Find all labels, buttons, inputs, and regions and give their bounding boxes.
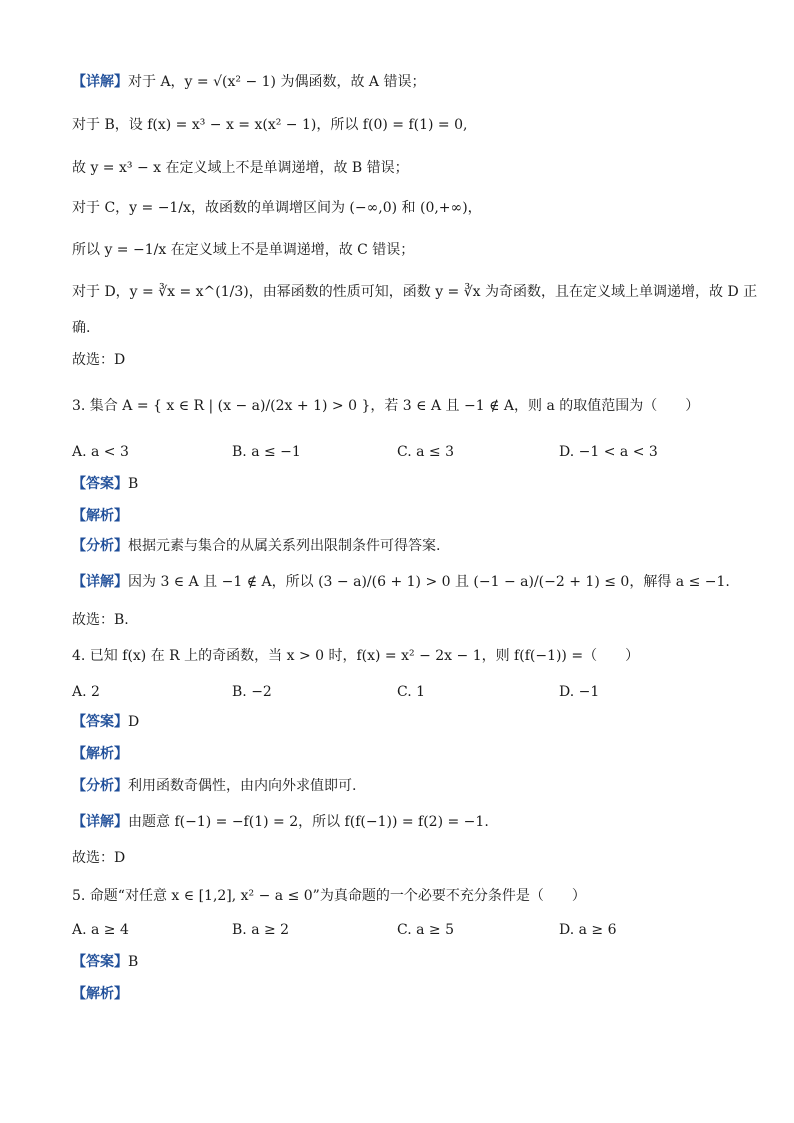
text-line bbox=[72, 744, 734, 764]
answer-option[interactable]: D. −1 < a < 3 bbox=[559, 444, 658, 460]
line-text: 3. 集合 A = { x ∈ R | (x − a)/(2x + 1) > 0 }，若 3 ∈ A 且 −1 ∉ A，则 a 的取值范围为（ ） bbox=[72, 398, 700, 414]
section-tag: 【解析】 bbox=[72, 746, 128, 762]
text-line bbox=[72, 282, 758, 302]
text-line bbox=[72, 712, 734, 732]
section-tag: 【详解】 bbox=[72, 574, 128, 590]
line-text: 对于 D，y = ∛x = x^(1/3)，由幂函数的性质可知，函数 y = ∛x 为奇函数，且在定义域上单调递增，故 D 正 bbox=[72, 284, 758, 300]
text-line bbox=[72, 506, 734, 526]
line-text: 根据元素与集合的从属关系列出限制条件可得答案. bbox=[128, 538, 441, 554]
text-line bbox=[72, 610, 734, 630]
line-text: 故选：D bbox=[72, 352, 126, 368]
answer-option[interactable]: A. 2 bbox=[72, 684, 100, 700]
line-text: 由题意 f(−1) = −f(1) = 2，所以 f(f(−1)) = f(2) = −1. bbox=[128, 814, 489, 830]
line-text: 所以 y = −1/x 在定义域上不是单调递增，故 C 错误； bbox=[72, 242, 415, 258]
text-line bbox=[72, 198, 734, 218]
line-text: 确. bbox=[72, 320, 91, 336]
answer-option[interactable]: D. −1 bbox=[559, 684, 600, 700]
text-line bbox=[72, 952, 734, 972]
answer-option[interactable]: A. a < 3 bbox=[72, 444, 129, 460]
text-line bbox=[72, 572, 734, 592]
section-tag: 【详解】 bbox=[72, 814, 128, 830]
line-text: 对于 A，y = √(x² − 1) 为偶函数，故 A 错误； bbox=[128, 74, 426, 90]
text-line bbox=[72, 886, 734, 906]
text-line bbox=[72, 646, 734, 666]
text-line bbox=[72, 776, 734, 796]
text-line bbox=[72, 318, 734, 338]
answer-option[interactable]: D. a ≥ 6 bbox=[559, 922, 617, 938]
answer-option[interactable]: C. 1 bbox=[397, 684, 426, 700]
section-tag: 【分析】 bbox=[72, 778, 128, 794]
line-text: 5. 命题“对任意 x ∈ [1,2], x² − a ≤ 0”为真命题的一个必要不充分条件是（ ） bbox=[72, 888, 586, 904]
line-text: B bbox=[128, 476, 139, 492]
section-tag: 【解析】 bbox=[72, 986, 128, 1002]
line-text: 对于 B，设 f(x) = x³ − x = x(x² − 1)，所以 f(0) = f(1) = 0, bbox=[72, 117, 468, 133]
text-line bbox=[72, 72, 734, 92]
line-text: B bbox=[128, 954, 139, 970]
text-line bbox=[72, 158, 734, 178]
answer-option[interactable]: A. a ≥ 4 bbox=[72, 922, 129, 938]
line-text: 故选：B. bbox=[72, 612, 129, 628]
line-text: D bbox=[128, 714, 140, 730]
text-line bbox=[72, 350, 734, 370]
answer-option[interactable]: B. a ≥ 2 bbox=[232, 922, 290, 938]
text-line bbox=[72, 240, 734, 260]
text-line bbox=[72, 115, 734, 135]
text-line bbox=[72, 396, 734, 416]
section-tag: 【答案】 bbox=[72, 714, 128, 730]
section-tag: 【分析】 bbox=[72, 538, 128, 554]
line-text: 利用函数奇偶性，由内向外求值即可. bbox=[128, 778, 357, 794]
section-tag: 【答案】 bbox=[72, 954, 128, 970]
text-line bbox=[72, 848, 734, 868]
line-text: 故选：D bbox=[72, 850, 126, 866]
line-text: 对于 C，y = −1/x，故函数的单调增区间为 (−∞,0) 和 (0,+∞)， bbox=[72, 200, 482, 216]
text-line bbox=[72, 812, 734, 832]
line-text: 4. 已知 f(x) 在 R 上的奇函数，当 x > 0 时，f(x) = x² − 2x − 1，则 f(f(−1)) =（ ） bbox=[72, 648, 640, 664]
line-text: 故 y = x³ − x 在定义域上不是单调递增，故 B 错误； bbox=[72, 160, 409, 176]
text-line bbox=[72, 474, 734, 494]
answer-option[interactable]: C. a ≤ 3 bbox=[397, 444, 454, 460]
section-tag: 【解析】 bbox=[72, 508, 128, 524]
section-tag: 【答案】 bbox=[72, 476, 128, 492]
text-line bbox=[72, 984, 734, 1004]
answer-option[interactable]: C. a ≥ 5 bbox=[397, 922, 454, 938]
answer-option[interactable]: B. a ≤ −1 bbox=[232, 444, 301, 460]
text-line bbox=[72, 536, 734, 556]
answer-option[interactable]: B. −2 bbox=[232, 684, 272, 700]
section-tag: 【详解】 bbox=[72, 74, 128, 90]
line-text: 因为 3 ∈ A 且 −1 ∉ A，所以 (3 − a)/(6 + 1) > 0 且 (−1 − a)/(−2 + 1) ≤ 0，解得 a ≤ −1. bbox=[128, 574, 730, 590]
